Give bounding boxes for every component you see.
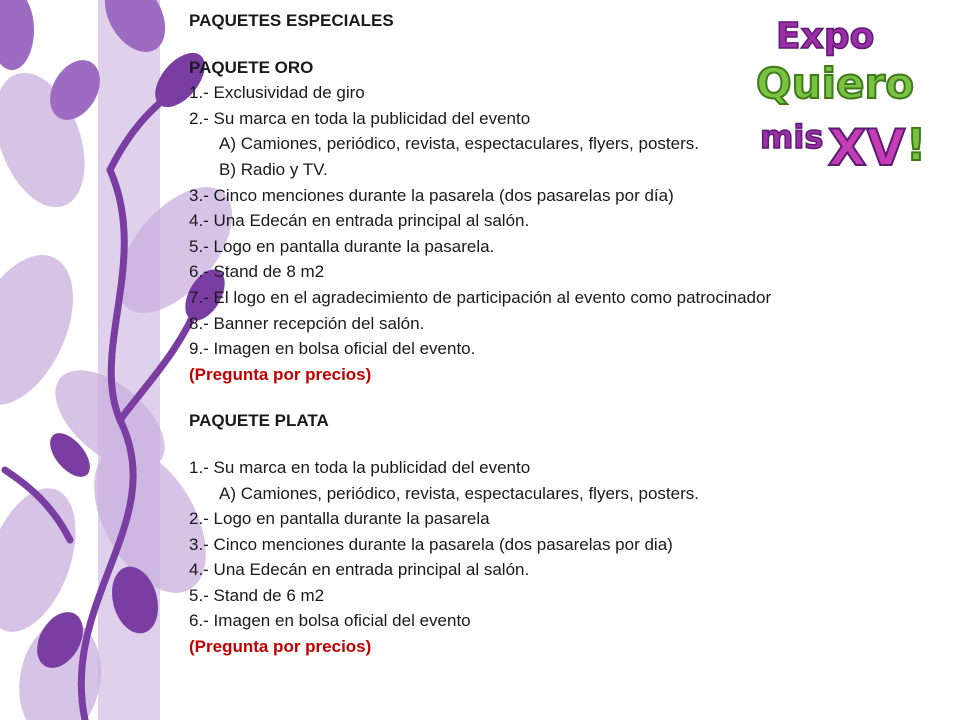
oro-item: 5.- Logo en pantalla durante la pasarela. — [189, 236, 495, 256]
plata-item: 5.- Stand de 6 m2 — [189, 585, 325, 605]
plata-item: 3.- Cinco menciones durante la pasarela (dos pasarelas por dia) — [189, 534, 673, 554]
oro-heading: PAQUETE ORO — [189, 57, 314, 77]
logo-expo: Expo — [776, 16, 875, 57]
plata-subitem: A) Camiones, periódico, revista, espectaculares, flyers, posters. — [219, 483, 699, 503]
page-title: PAQUETES ESPECIALES — [189, 11, 394, 30]
plata-heading: PAQUETE PLATA — [189, 411, 329, 431]
oro-subitem: B) Radio y TV. — [219, 159, 328, 179]
oro-item: 7.- El logo en el agradecimiento de participación al evento como patrocinador — [189, 287, 772, 307]
document-content — [189, 8, 889, 660]
plata-item: 2.- Logo en pantalla durante la pasarela — [189, 509, 490, 529]
plata-item: 6.- Imagen en bolsa oficial del evento — [189, 611, 471, 631]
plata-item: 4.- Una Edecán en entrada principal al salón. — [189, 560, 530, 580]
logo-mis: mis — [760, 118, 824, 156]
oro-item: 3.- Cinco menciones durante la pasarela (dos pasarelas por día) — [189, 185, 674, 205]
oro-item: 4.- Una Edecán en entrada principal al salón. — [189, 211, 530, 231]
oro-item: 6.- Stand de 8 m2 — [189, 262, 325, 282]
plata-item: 1.- Su marca en toda la publicidad del evento — [189, 457, 531, 477]
oro-item: 8.- Banner recepción del salón. — [189, 313, 425, 333]
oro-item: 9.- Imagen en bolsa oficial del evento. — [189, 339, 476, 359]
plata-price-note: (Pregunta por precios) — [189, 637, 372, 657]
oro-price-note: (Pregunta por precios) — [189, 364, 372, 384]
oro-item: 2.- Su marca en toda la publicidad del evento — [189, 108, 531, 128]
logo-xv: XV — [828, 119, 906, 177]
logo-quiero: Quiero — [756, 59, 915, 108]
oro-item: 1.- Exclusividad de giro — [189, 83, 365, 103]
logo-exclamation: ! — [906, 120, 927, 171]
oro-subitem: A) Camiones, periódico, revista, espectaculares, flyers, posters. — [219, 134, 699, 154]
